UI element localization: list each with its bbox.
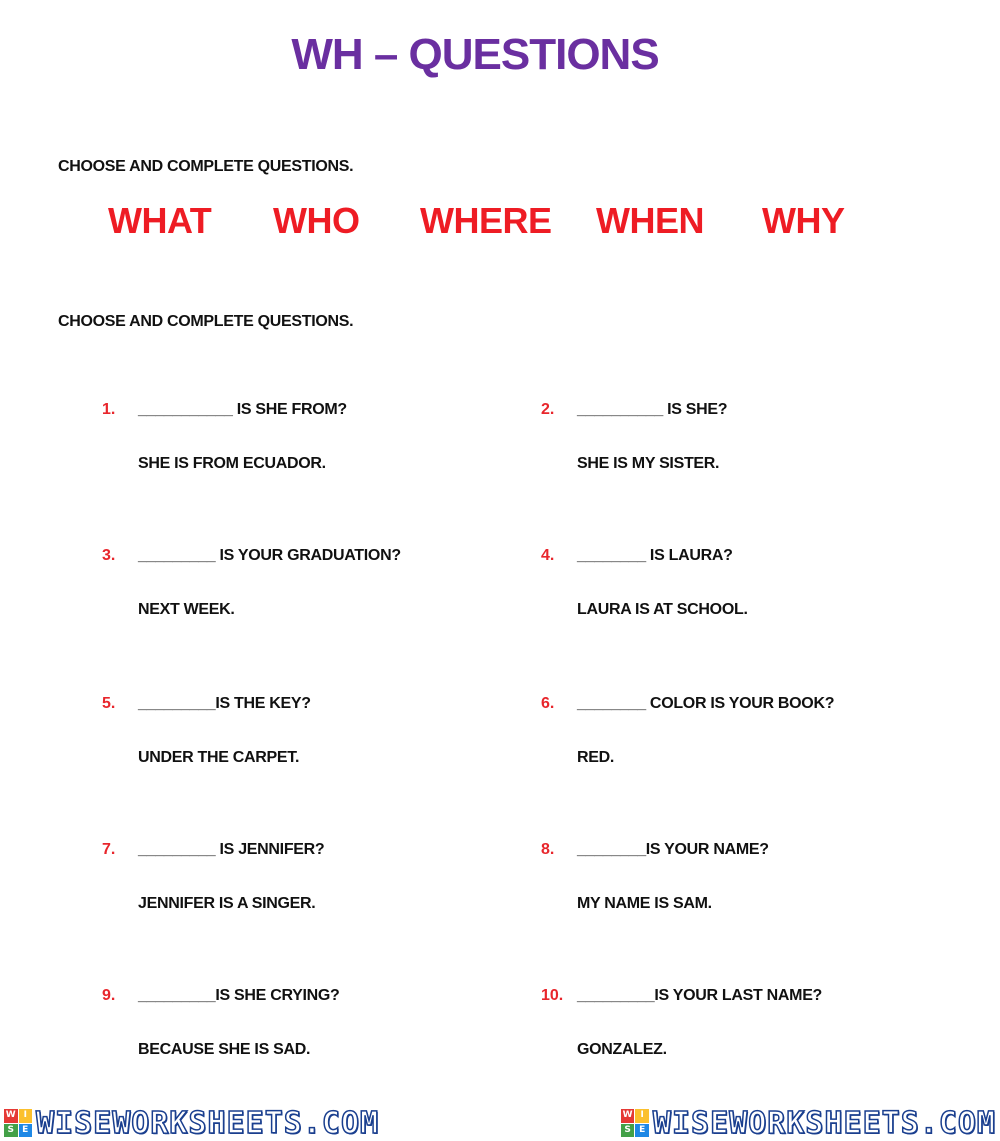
question-item [102, 841, 522, 931]
question-number: 10. [541, 987, 564, 1004]
question-prompt: __________ IS SHE? [577, 401, 728, 418]
question-item [102, 547, 522, 637]
question-number: 7. [102, 841, 116, 858]
wiseworksheets-logo-icon: W I S E [4, 1109, 32, 1137]
question-prompt: _________ IS YOUR GRADUATION? [138, 547, 401, 564]
question-item [541, 547, 961, 637]
question-item [102, 695, 522, 785]
question-number: 8. [541, 841, 555, 858]
question-item [102, 987, 522, 1077]
question-prompt: ___________ IS SHE FROM? [138, 401, 347, 418]
question-item [541, 987, 961, 1077]
question-prompt: ________ IS LAURA? [577, 547, 733, 564]
question-answer: GONZALEZ. [577, 1041, 667, 1058]
word-bank [0, 200, 1000, 250]
watermark-text: WISEWORKSHEETS.COM [652, 1105, 996, 1141]
question-number: 9. [102, 987, 116, 1004]
instruction-text: CHOOSE AND COMPLETE QUESTIONS. [58, 158, 354, 175]
question-answer: LAURA IS AT SCHOOL. [577, 601, 748, 618]
question-answer: SHE IS FROM ECUADOR. [138, 455, 326, 472]
wiseworksheets-logo-icon: W I S E [621, 1109, 649, 1137]
word-bank-item: WHEN [596, 200, 704, 241]
watermark [4, 1106, 379, 1141]
watermark-footer [0, 1105, 1000, 1141]
question-prompt: _________ IS JENNIFER? [138, 841, 325, 858]
word-bank-item: WHERE [420, 200, 552, 241]
word-bank-item: WHY [762, 200, 845, 241]
question-number: 1. [102, 401, 116, 418]
question-prompt: _________IS SHE CRYING? [138, 987, 340, 1004]
question-number: 4. [541, 547, 555, 564]
question-number: 3. [102, 547, 116, 564]
page-title: WH – QUESTIONS [291, 30, 659, 79]
word-bank-item: WHO [273, 200, 360, 241]
question-number: 5. [102, 695, 116, 712]
question-answer: NEXT WEEK. [138, 601, 235, 618]
question-answer: BECAUSE SHE IS SAD. [138, 1041, 311, 1058]
question-item [541, 401, 961, 491]
question-item [541, 695, 961, 785]
question-answer: UNDER THE CARPET. [138, 749, 300, 766]
question-prompt: ________IS YOUR NAME? [577, 841, 769, 858]
question-prompt: ________ COLOR IS YOUR BOOK? [577, 695, 835, 712]
question-answer: JENNIFER IS A SINGER. [138, 895, 316, 912]
question-number: 6. [541, 695, 555, 712]
watermark [621, 1106, 996, 1141]
question-prompt: _________IS THE KEY? [138, 695, 311, 712]
question-answer: SHE IS MY SISTER. [577, 455, 720, 472]
question-number: 2. [541, 401, 555, 418]
question-prompt: _________IS YOUR LAST NAME? [577, 987, 823, 1004]
question-item [541, 841, 961, 931]
question-item [102, 401, 522, 491]
question-answer: MY NAME IS SAM. [577, 895, 712, 912]
instruction-text: CHOOSE AND COMPLETE QUESTIONS. [58, 313, 354, 330]
watermark-text: WISEWORKSHEETS.COM [36, 1105, 380, 1141]
question-answer: RED. [577, 749, 615, 766]
word-bank-item: WHAT [108, 200, 212, 241]
